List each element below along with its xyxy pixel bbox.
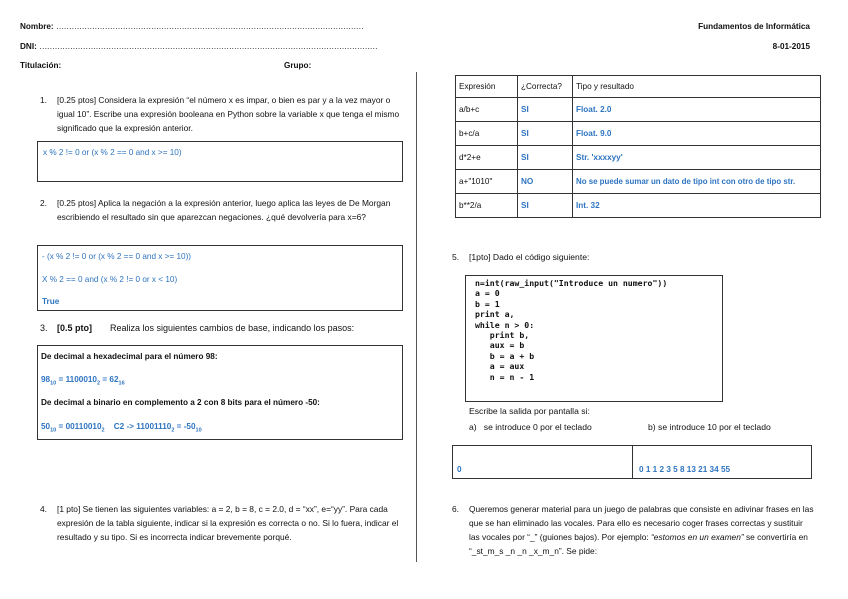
q2-answer-1: - (x % 2 != 0 or (x % 2 == 0 and x >= 10)): [42, 252, 192, 261]
q3-answer-2: $50_{10} = 00110010_2$ $C2 -> 11001110_2 = -50_{10}$: [41, 422, 202, 434]
dni-line: [20, 42, 377, 51]
course-title: Fundamentos de Informática: [698, 22, 810, 31]
name-line: [20, 22, 363, 31]
q3-answer-1: $98_{10} = 1100010_2 = 62_{16}$: [41, 375, 125, 387]
cell-expression: b+c/a: [456, 122, 518, 146]
cell-expression: b**2/a: [456, 194, 518, 218]
name-label: Nombre:: [20, 22, 56, 31]
table-row: [456, 170, 821, 194]
q3-text: Realiza los siguientes cambios de base, indicando los pasos:: [110, 323, 355, 333]
q5-answer-a: 0: [457, 465, 462, 474]
q4-text: [1 pto] Se tienen las siguientes variables: a = 2, b = 8, c = 2.0, d = “xx”, e=“yy”. Para cada expresión de la tabla siguiente, indicar si la expresión es correcta o no. Si lo fuera, indicar el resultado y su tipo. Si es incorrecta indicar brevemente porqué.: [57, 504, 399, 542]
cell-correct: SI: [518, 194, 573, 218]
table-row: [456, 98, 821, 122]
q2-answer-3: True: [42, 297, 60, 306]
q4-number: 4.: [40, 504, 47, 514]
cell-result: Float. 2.0: [573, 98, 821, 122]
header-correcta: ¿Correcta?: [518, 76, 573, 98]
cell-result: No se puede sumar un dato de tipo int con otro de tipo str.: [573, 170, 821, 194]
cell-correct: NO: [518, 170, 573, 194]
q5-case-b: b) se introduce 10 por el teclado: [648, 422, 771, 432]
q5-number: 5.: [452, 252, 460, 262]
q5-answer-box: [452, 445, 812, 479]
dni-dots: ……………………………………………………………………………………………………………………: [39, 42, 378, 51]
table-row: [456, 194, 821, 218]
q2-answer-2: X % 2 == 0 and (x % 2 != 0 or x < 10): [42, 275, 178, 284]
name-dots: …………………………………………………………………………………………………………: [55, 22, 364, 31]
q3-sub1: De decimal a hexadecimal para el número 98:: [41, 352, 218, 361]
q3-sub2: De decimal a binario en complemento a 2 con 8 bits para el número -50:: [41, 398, 320, 407]
column-divider: [416, 72, 417, 562]
cell-correct: SI: [518, 122, 573, 146]
q5-answer-separator: [632, 446, 633, 478]
cell-correct: SI: [518, 98, 573, 122]
q3-number: 3.: [40, 323, 48, 333]
q3-pts: [0.5 pto]: [57, 323, 92, 333]
q1-answer: x % 2 != 0 or (x % 2 == 0 and x >= 10): [43, 148, 182, 157]
table-row: [456, 122, 821, 146]
q1-number: 1.: [40, 95, 47, 105]
dni-label: DNI:: [20, 42, 40, 51]
exam-date: 8-01-2015: [772, 42, 810, 51]
cell-expression: a/b+c: [456, 98, 518, 122]
q5-code-box: [465, 275, 723, 402]
q2-number: 2.: [40, 198, 47, 208]
cell-result: Str. 'xxxxyy': [573, 146, 821, 170]
grupo-label: Grupo:: [284, 61, 312, 70]
q5-case-a: a) se introduce 0 por el teclado: [469, 422, 592, 432]
cell-result: Float. 9.0: [573, 122, 821, 146]
q2-text: [0.25 ptos] Aplica la negación a la expresión anterior, luego aplica las leyes de De Morgan escribiendo el resultado sin que aparezcan negaciones. ¿qué devolvería para x=6?: [57, 198, 391, 222]
header-tipo: Tipo y resultado: [573, 76, 821, 98]
cell-expression: a+"1010": [456, 170, 518, 194]
expressions-table: [455, 75, 821, 218]
q6-number: 6.: [452, 504, 459, 514]
table-row: [456, 146, 821, 170]
titulacion-label: Titulación:: [20, 61, 62, 70]
header-expresion: Expresión: [456, 76, 518, 98]
q5-answer-b: 0 1 1 2 3 5 8 13 21 34 55: [639, 465, 731, 474]
q2-answer-box: [37, 245, 403, 311]
q6-text: Queremos generar material para un juego de palabras que consiste en adivinar frases en las que se han eliminado las vocales. Para ello es necesario coger frases correctas y sustituir las vocales por “_” (guiones bajos). Por ejemplo: “estomos en un examen” se convertiría en “_st_m_s _n _n _x_m_n”. Se pide:: [469, 504, 814, 556]
q5-text: [1pto] Dado el código siguiente:: [469, 252, 590, 262]
cell-result: Int. 32: [573, 194, 821, 218]
q3-answer-box: [37, 345, 403, 440]
table-header-row: [456, 76, 821, 98]
cell-correct: SI: [518, 146, 573, 170]
q5-instruction: Escribe la salida por pantalla si:: [469, 406, 590, 416]
q5-code: n=int(raw_input("Introduce un numero")) a = 0 b = 1 print a, while n > 0: print b, aux = b b = a + b a = aux n = n - 1: [475, 278, 668, 382]
q1-text: [0.25 ptos] Considera la expresión “el número x es impar, o bien es par y a la vez mayor o igual 10”. Escribe una expresión booleana en Python sobre la variable x que tenga el mismo significado que la expresión anterior.: [57, 95, 400, 133]
cell-expression: d*2+e: [456, 146, 518, 170]
q1-answer-box: [37, 141, 403, 182]
